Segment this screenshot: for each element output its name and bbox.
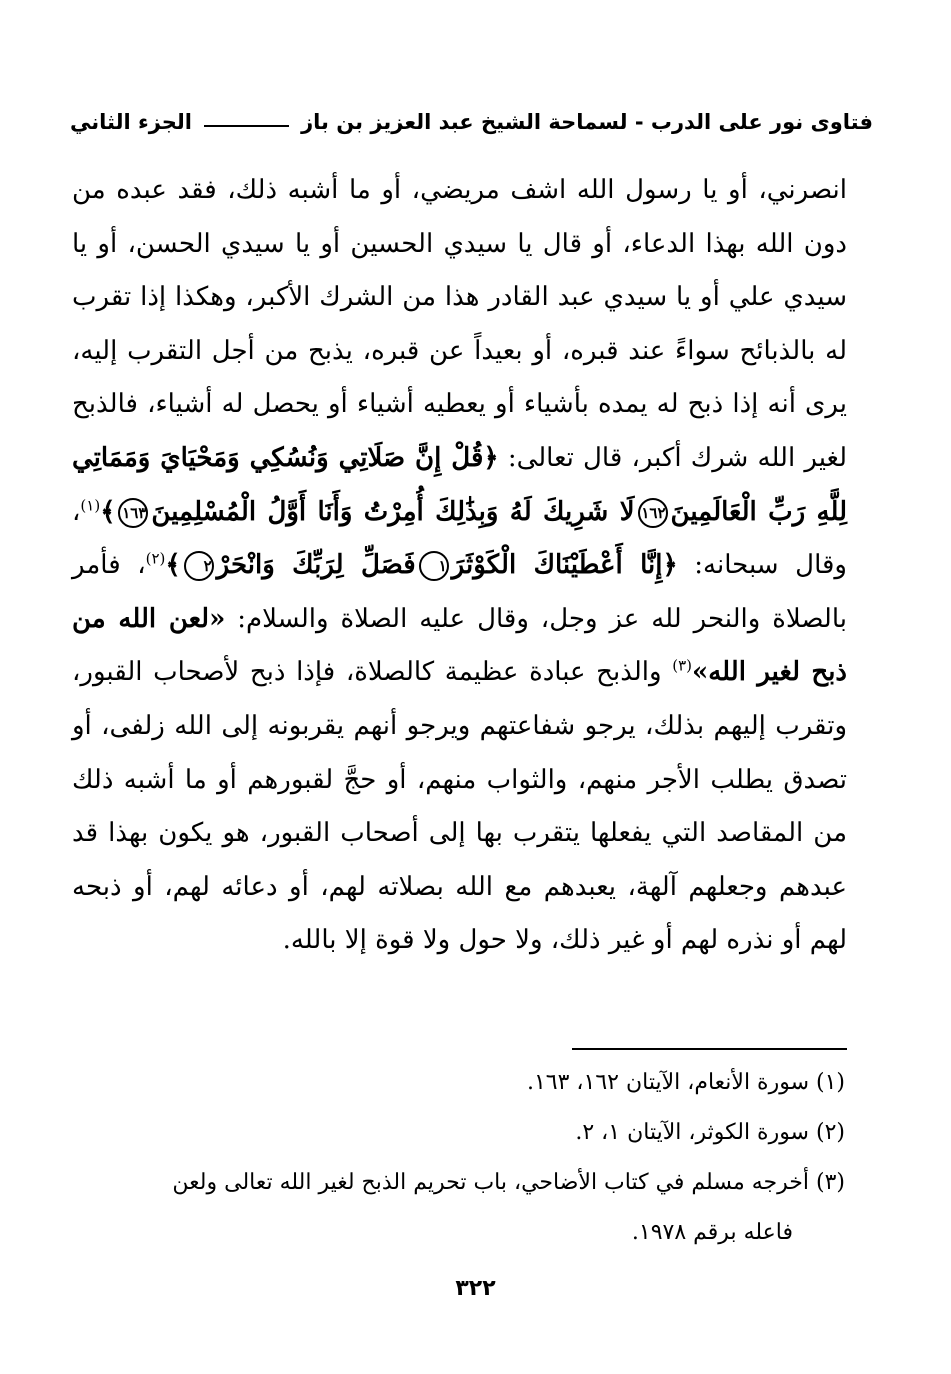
main-text xyxy=(72,164,847,968)
footnote-3: (٣) أخرجه مسلم في كتاب الأضاحي، باب تحريم الذبح لغير الله تعالى ولعن xyxy=(172,1170,845,1195)
paragraph-rest: والذبح عبادة عظيمة كالصلاة، فإذا ذبح لأصحاب القبور، وتقرب إليهم بذلك، يرجو شفاعتهم ويرجو أنهم يقربونه إلى الله زلفى، أو تصدق يطلب الأجر منهم، والثواب منهم، أو حجَّ لقبورهم أو ما أشبه ذلك من المقاصد التي يفعلها يتقرب بها إلى أصحاب القبور، هو يكون بهذا قد عبدهم وجعلهم آلهة، يعبدهم مع الله بصلاته لهم، أو دعائه لهم، أو ذبحه لهم أو نذره لهم أو غير ذلك، ولا حول ولا قوة إلا بالله. xyxy=(72,657,847,956)
verse-text: لَا شَرِيكَ لَهُ وَبِذَٰلِكَ أُمِرْتُ وَأَنَا أَوَّلُ الْمُسْلِمِينَ xyxy=(151,496,635,527)
ornate-bracket-close: ﴾ xyxy=(100,496,116,527)
running-header xyxy=(70,102,873,142)
book-title: فتاوى نور على الدرب - لسماحة الشيخ عبد العزيز بن باز xyxy=(301,110,873,134)
verse-text: فَصَلِّ لِرَبِّكَ وَانْحَرْ xyxy=(216,550,416,581)
footnote-separator xyxy=(572,1048,847,1050)
ornate-bracket-open: ﴿ xyxy=(483,442,499,473)
ayah-number: ١٦٢ xyxy=(638,498,668,528)
verse-text: إِنَّا أَعْطَيْنَاكَ الْكَوْثَرَ xyxy=(451,550,663,581)
quran-verse-kawthar xyxy=(165,550,677,580)
ayah-number: ١٦٣ xyxy=(118,498,148,528)
ornate-bracket-open: ﴿ xyxy=(662,550,678,581)
footnote-3-continued: فاعله برقم ١٩٧٨. xyxy=(631,1220,793,1245)
page-number: ٣٢٢ xyxy=(455,1276,496,1301)
footnote-2: (٢) سورة الكوثر، الآيتان ١، ٢. xyxy=(575,1120,845,1145)
footnote-1: (١) سورة الأنعام، الآيتان ١٦٢، ١٦٣. xyxy=(526,1070,845,1095)
footnotes xyxy=(72,1058,845,1258)
footnote-ref: (١) xyxy=(80,495,101,514)
header-rule xyxy=(204,125,289,127)
main-paragraph xyxy=(72,164,847,968)
volume-label: الجزء الثاني xyxy=(70,110,193,134)
hadith-quote: «لعن الله من ذبح لغير الله» xyxy=(72,603,848,688)
footnote-ref: (٢) xyxy=(145,549,166,568)
connector-text: ، فأمر بالصلاة والنحر لله عز وجل، وقال عليه الصلاة والسلام: xyxy=(72,550,847,634)
ornate-bracket-close: ﴾ xyxy=(165,550,181,581)
ayah-number: ١ xyxy=(419,551,449,581)
paragraph-intro: انصرني، أو يا رسول الله اشف مريضي، أو ما أشبه ذلك، فقد عبده من دون الله بهذا الدعاء، أو قال يا سيدي الحسين أو يا سيدي الحسن، أو يا سيدي علي أو يا سيدي عبد القادر هذا من الشرك الأكبر، وهكذا إذا تقرب له بالذبائح سواءً عند قبره، أو بعيداً عن قبره، يذبح من أجل التقرب إليه، يرى أنه إذا ذبح له يمده بأشياء أو يعطيه أشياء أو يحصل له أشياء، فالذبح لغير الله شرك أكبر، قال تعالى: xyxy=(72,175,848,473)
ayah-number: ٢ xyxy=(184,551,214,581)
footnote-ref: (٣) xyxy=(672,656,692,675)
verse-text: قُلْ إِنَّ صَلَاتِي وَنُسُكِي وَمَحْيَايَ وَمَمَاتِي لِلَّهِ رَبِّ الْعَالَمِينَ xyxy=(72,442,847,527)
connector-text: ، وقال سبحانه: xyxy=(72,496,847,581)
